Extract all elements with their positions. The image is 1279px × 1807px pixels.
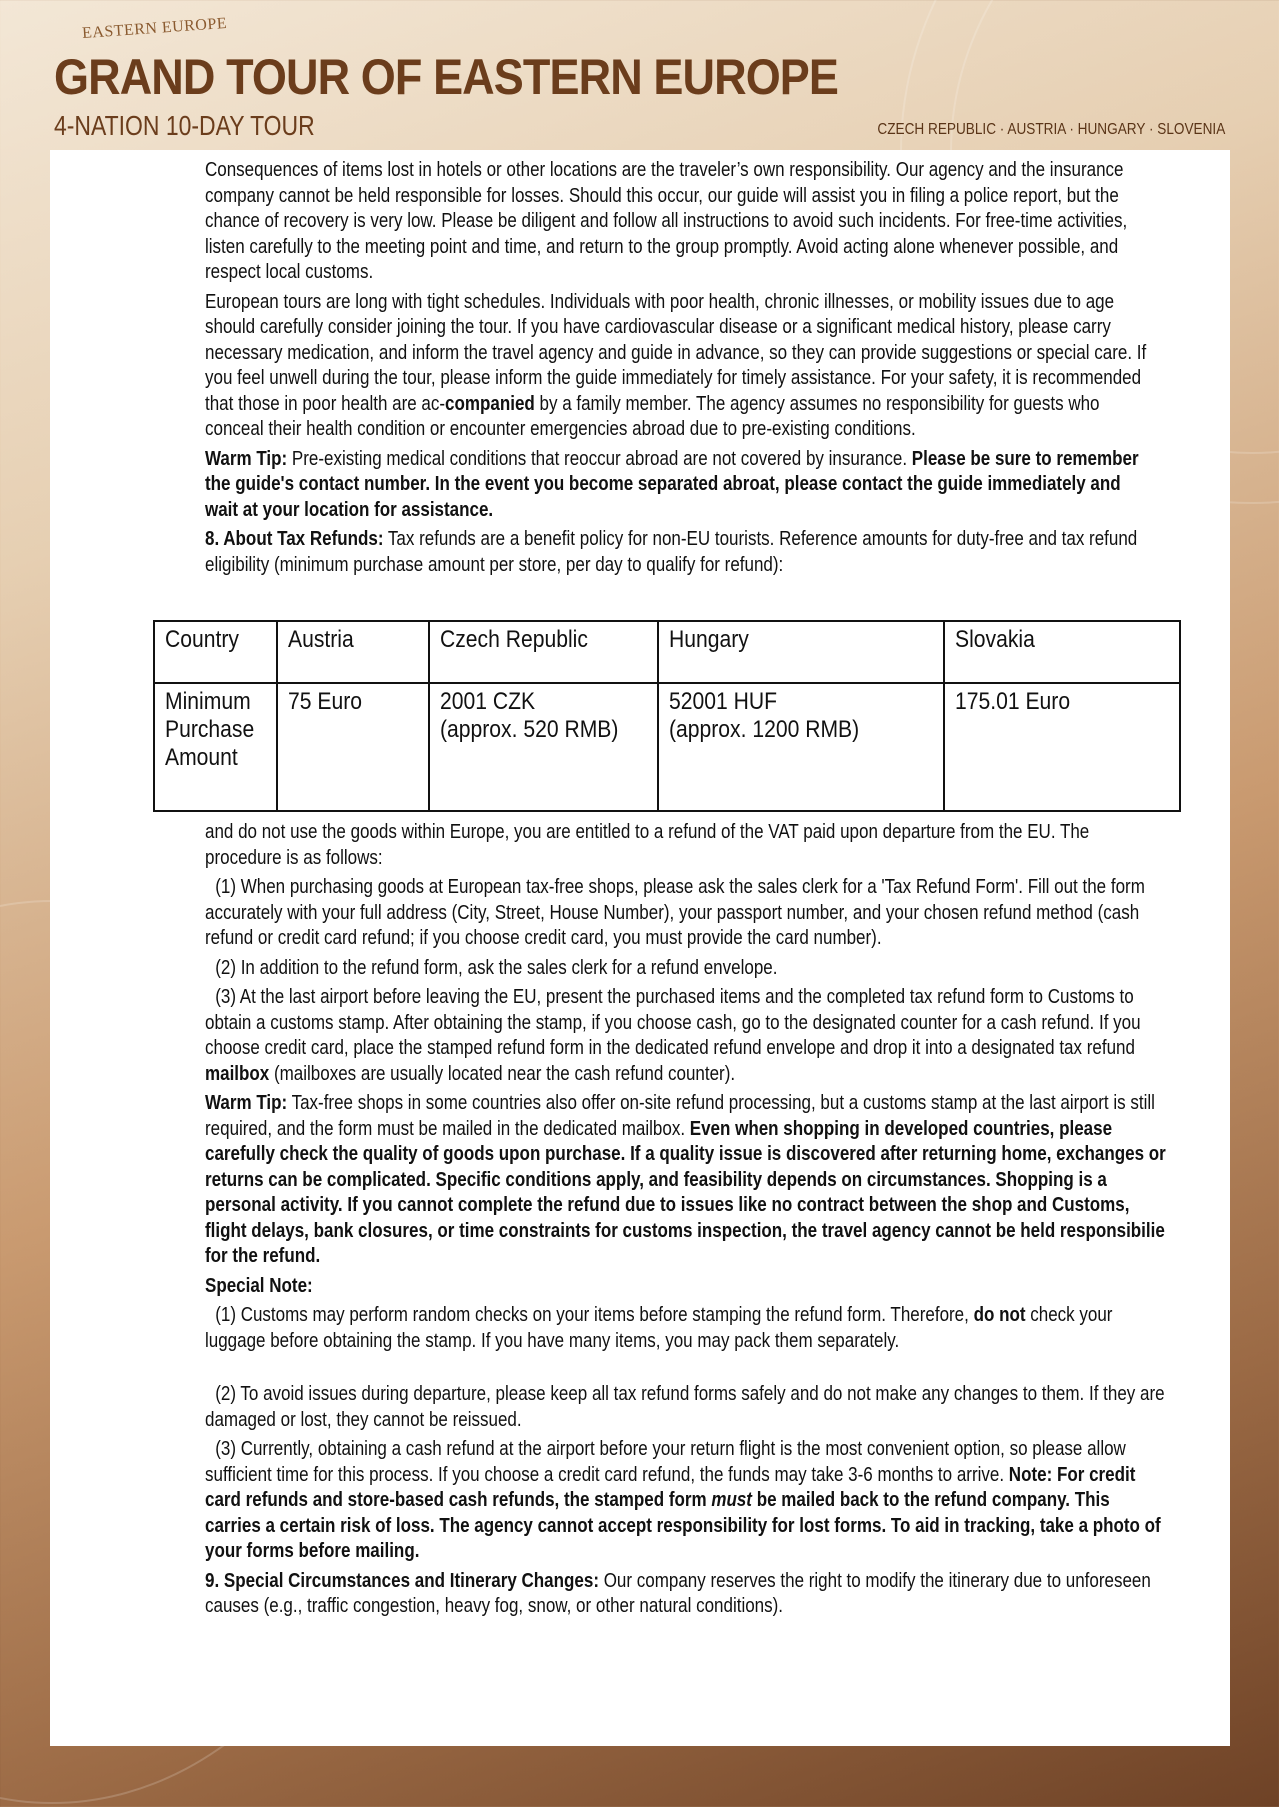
table-row — [154, 683, 1180, 811]
warm-tip-text: Pre-existing medical conditions that reoccur abroad are not covered by insurance. — [287, 447, 912, 470]
special-note-label: Special Note: — [205, 1274, 313, 1297]
section-9-itinerary — [205, 1569, 1170, 1620]
warm-tip-tax-text: Tax-free shops in some countries also offer on-site refund processing, but a customs stamp at the last airport is still required, and the form must be mailed in the dedicated mailbox. — [205, 1092, 1155, 1140]
note-1-text: (1) Customs may perform random checks on your items before stamping the refund form. Therefore, — [215, 1304, 974, 1326]
step-1: (1) When purchasing goods at European tax-free shops, please ask the sales clerk for a 'Tax Refund Form'. Fill out the form accurately with your full address (City, Street, House Number), your passport number, and your chosen refund method (cash refund or credit card refund; if you choose credit card, you must provide the card number). — [205, 876, 1145, 949]
warm-tip-bold: Please be sure to remember the guide's contact number. In the event you become separated abroat, please contact the guide immediately and wait at your location for assistance. — [205, 447, 1139, 521]
table-header-row — [154, 621, 1180, 683]
section-8-label: 8. About Tax Refunds: — [205, 528, 384, 550]
table-cell-hungary: 52001 HUF (approx. 1200 RMB) — [658, 683, 944, 811]
warm-tip-label: Warm Tip: — [205, 447, 288, 470]
step-3-text-2: (mailboxes are usually located near the cash refund counter). — [269, 1062, 736, 1085]
table-cell-slovakia: 175.01 Euro — [944, 683, 1180, 811]
section-8-text: Tax refunds are a benefit policy for non-EU tourists. Reference amounts for duty-free and tax refund eligibility (minimum purchase amount per store, per day to qualify for refund): — [205, 528, 1138, 576]
note-3-text: (3) Currently, obtaining a cash refund at the airport before your return flight is the most convenient option, so please allow sufficient time for this process. If you choose a credit card refund, the funds may take 3-6 months to arrive. — [205, 1438, 1126, 1486]
step-2: (2) In addition to the refund form, ask the sales clerk for a refund envelope. — [215, 956, 778, 979]
paragraph-lost-items: Consequences of items lost in hotels or other locations are the traveler’s own responsibility. Our agency and the insurance company cannot be held responsible for losses. Should this occur, our guide will assist you in filing a police report, but the chance of recovery is very low. Please be diligent and follow all instructions to avoid such incidents. For free-time activities, listen carefully to the meeting point and time, and return to the group promptly. Avoid acting alone whenever possible, and respect local customs. — [205, 159, 1128, 283]
table-header-cell: Country — [154, 621, 277, 683]
step-3-text: (3) At the last airport before leaving the EU, present the purchased items and the completed tax refund form to Customs to obtain a customs stamp. After obtaining the stamp, if you choose cash, go to the designated counter for a cash refund. If you choose credit card, place the stamped refund form in the dedicated refund envelope and drop it into a designated tax refund — [205, 986, 1141, 1059]
paragraph-health — [205, 290, 1157, 443]
note-3-italic: must — [711, 1489, 752, 1511]
note-3-bold: Note: For credit card refunds and store-based cash refunds, the stamped form — [205, 1463, 1136, 1511]
special-note-3 — [205, 1437, 1170, 1565]
section-9-text: Our company reserves the right to modify the itinerary due to unforeseen causes (e.g., traffic congestion, heavy fog, snow, or other natural conditions). — [205, 1569, 1151, 1617]
special-note-1 — [205, 1303, 1170, 1354]
health-text: European tours are long with tight schedules. Individuals with poor health, chronic illnesses, or mobility issues due to age should carefully consider joining the tour. If you have cardiovascular disease or a significant medical history, please carry necessary medication, and inform the travel agency and guide in advance, so they can provide suggestions or special care. If you feel unwell during the tour, please inform the guide immediately for timely assistance. For your safety, it is recommended that those in poor health are ac- — [205, 290, 1147, 415]
table-cell-austria: 75 Euro — [277, 683, 429, 811]
note-1-text-2: check your luggage before obtaining the stamp. If you have many items, you may pack them separately. — [205, 1304, 1113, 1352]
health-text-2: by a family member. The agency assumes no responsibility for guests who conceal their health condition or encounter emergencies abroad due to pre-existing conditions. — [205, 392, 1100, 440]
warm-tip-tax-label: Warm Tip: — [205, 1092, 288, 1114]
warm-tip-tax — [205, 1091, 1170, 1270]
countries-list: CZECH REPUBLIC · AUSTRIA · HUNGARY · SLOVENIA — [877, 121, 1225, 138]
table-header-cell: Czech Republic — [429, 621, 658, 683]
table-header-cell: Hungary — [658, 621, 944, 683]
header-tag: EASTERN EUROPE — [81, 14, 228, 43]
document-body-lower — [205, 820, 1170, 1624]
note-3-bold-2: be mailed back to the refund company. This carries a certain risk of loss. The agency cannot accept responsibility for lost forms. To aid in tracking, take a photo of your forms before mailing. — [205, 1489, 1161, 1562]
table-header-cell: Slovakia — [944, 621, 1180, 683]
paragraph-after-table: and do not use the goods within Europe, you are entitled to a refund of the VAT paid upon departure from the EU. The procedure is as follows: — [205, 821, 1090, 869]
note-1-bold: do not — [973, 1304, 1026, 1326]
document-body-upper — [205, 158, 1157, 582]
step-3 — [205, 985, 1170, 1087]
tax-refund-table — [153, 620, 1181, 812]
page-subtitle: 4-NATION 10-DAY TOUR — [54, 110, 315, 141]
section-8-tax-refunds — [205, 527, 1157, 578]
section-9-label: 9. Special Circumstances and Itinerary Changes: — [205, 1569, 599, 1592]
warm-tip-health — [205, 447, 1157, 524]
step-3-bold: mailbox — [205, 1062, 270, 1085]
table-cell-czech: 2001 CZK (approx. 520 RMB) — [429, 683, 658, 811]
table-header-cell: Austria — [277, 621, 429, 683]
table-row-label: Minimum Purchase Amount — [154, 683, 277, 811]
page-title: GRAND TOUR OF EASTERN EUROPE — [54, 49, 839, 105]
health-bold: companied — [445, 392, 535, 415]
warm-tip-tax-bold: Even when shopping in developed countries, please carefully check the quality of goods upon purchase. If a quality issue is discovered after returning home, exchanges or returns can be complicated. Specific conditions apply, and feasibility depends on circumstances. Shopping is a personal activity. If you cannot complete the refund due to issues like no contract between the shop and Customs, flight delays, bank closures, or time constraints for customs inspection, the travel agency cannot be held responsibilie for the refund. — [205, 1117, 1166, 1267]
special-note-2: (2) To avoid issues during departure, please keep all tax refund forms safely and do not make any changes to them. If they are damaged or lost, they cannot be reissued. — [205, 1383, 1165, 1431]
